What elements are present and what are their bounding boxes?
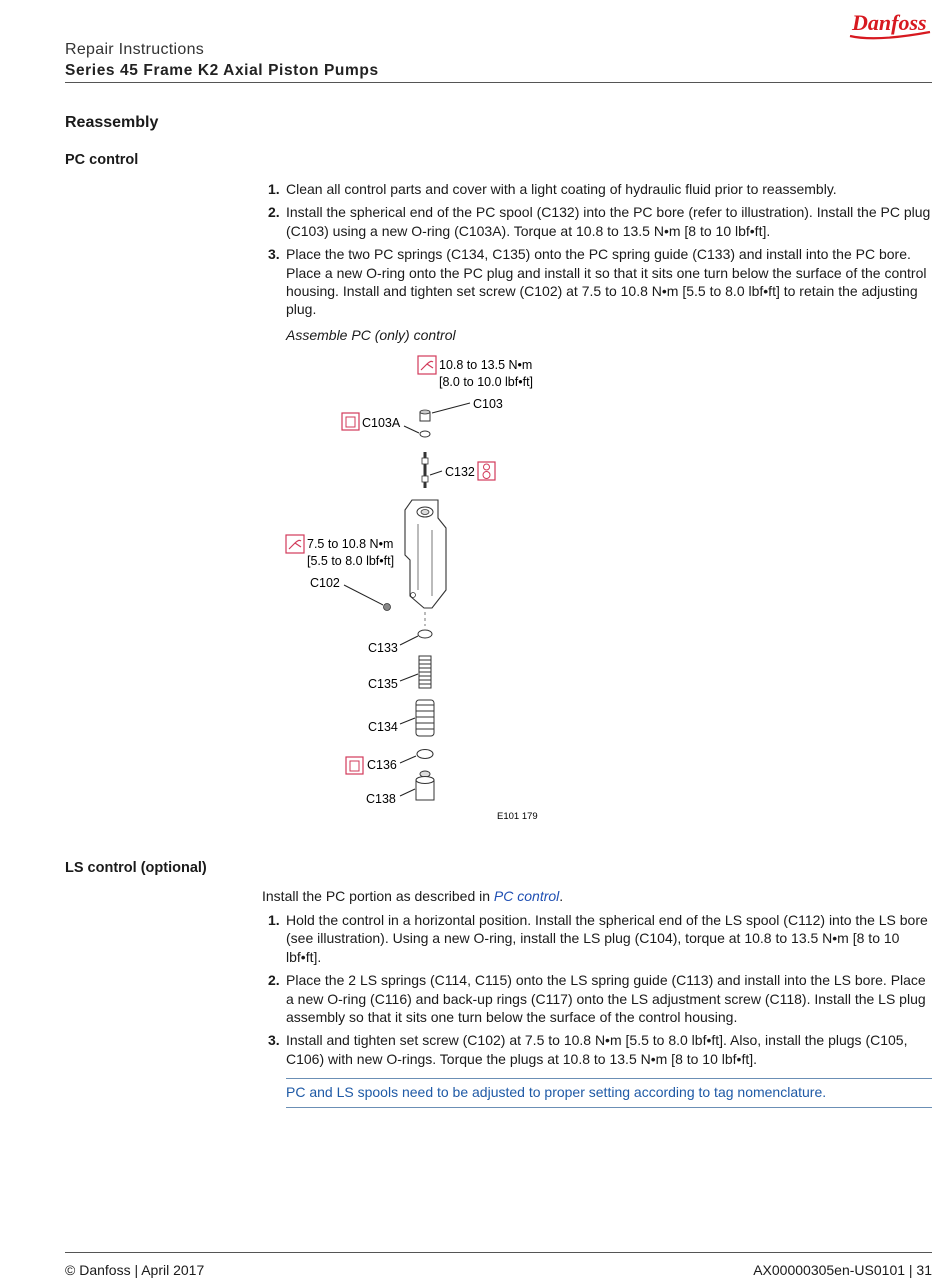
figure-id: E101 179 [497, 811, 538, 822]
o-ring-c136 [417, 750, 433, 759]
label-c103: C103 [473, 397, 503, 411]
footer-copyright: © Danfoss | April 2017 [65, 1262, 205, 1278]
torque-spec-top: 10.8 to 13.5 N•m [439, 358, 533, 372]
torque-spec-top-imperial: [8.0 to 10.0 lbf•ft] [439, 375, 534, 389]
torque-spec-left: 7.5 to 10.8 N•m [307, 537, 394, 551]
step-text: Install and tighten set screw (C102) at 7.5 to 10.8 N•m [5.5 to 8.0 lbf•ft]. Also, install the plugs (C105, C106) with new O-rings. Torque the plugs at 10.8 to 13.5 N•m [8 to 10 lbf•ft]. [286, 1032, 908, 1067]
label-c133: C133 [368, 641, 398, 655]
spring-c134 [416, 700, 434, 736]
note-box [286, 1078, 932, 1108]
plug-c138 [416, 771, 434, 800]
svg-text:Danfoss: Danfoss [852, 10, 927, 35]
step-number: 2. [268, 204, 280, 221]
step-text: Install the spherical end of the PC spool (C132) into the PC bore (refer to illustration). Install the PC plug (C103) using a new O-ring (C103A). Torque at 10.8 to 13.5 N•m [8 to 10 lbf•ft]. [286, 204, 931, 239]
step-text: Place the two PC springs (C134, C135) onto the PC spring guide (C133) and install into the PC bore. Place a new O-ring onto the PC plug and install it so that it sits one turn below the surface of the control housing. Install and tighten set screw (C102) at 7.5 to 10.8 N•m [5.5 to 8.0 lbf•ft] to retain the adjusting plug. [286, 246, 927, 318]
torque-wrench-icon [286, 535, 304, 553]
label-c102: C102 [310, 576, 340, 590]
intro-suffix: . [559, 888, 564, 904]
list-item [262, 911, 934, 966]
list-item [262, 971, 934, 1026]
spring-c135 [419, 656, 431, 688]
label-c135: C135 [368, 677, 398, 691]
ls-control-steps [262, 911, 934, 1073]
note-text: PC and LS spools need to be adjusted to proper setting according to tag nomenclature. [286, 1084, 827, 1100]
label-c103a: C103A [362, 416, 401, 430]
torque-spec-left-imperial: [5.5 to 8.0 lbf•ft] [307, 554, 395, 568]
new-part-icon [342, 413, 359, 430]
figure-caption: Assemble PC (only) control [286, 327, 456, 343]
step-number: 1. [268, 181, 280, 197]
label-c136: C136 [367, 758, 397, 772]
step-number: 2. [268, 972, 280, 989]
footer-divider [65, 1252, 932, 1253]
set-screw-c102 [384, 604, 391, 611]
footer-doc-number: AX00000305en-US0101 | 31 [753, 1262, 932, 1278]
pc-control-link[interactable]: PC control [493, 888, 560, 904]
pc-control-heading: PC control [65, 152, 139, 168]
intro-text: Install the PC portion as described in [262, 888, 494, 904]
document-type: Repair Instructions [65, 41, 205, 58]
ls-control-intro [262, 888, 563, 904]
label-c132: C132 [445, 465, 475, 479]
step-text: Place the 2 LS springs (C114, C115) onto the LS spring guide (C113) and install into the LS bore. Place a new O-ring (C116) and back-up rings (C117) onto the LS adjustment screw (C118). Install the LS plug assembly so that it sits one turn below the surface of the control housing. [286, 972, 926, 1026]
torque-wrench-icon [418, 356, 436, 374]
section-title: Reassembly [65, 114, 159, 131]
list-item [262, 1031, 934, 1068]
step-text: Hold the control in a horizontal position. Install the spherical end of the LS spool (C112) into the LS bore (see illustration). Using a new O-ring, install the LS plug (C104), torque at 10.8 to 13.5 N•m [8 to 10 lbf•ft]. [286, 912, 928, 965]
new-part-icon [346, 757, 363, 774]
step-number: 1. [268, 912, 280, 928]
document-title: Series 45 Frame K2 Axial Piston Pumps [65, 62, 379, 79]
spring-guide-c133 [418, 630, 432, 638]
step-number: 3. [268, 1032, 280, 1049]
step-text: Clean all control parts and cover with a light coating of hydraulic fluid prior to reassembly. [286, 181, 837, 197]
step-number: 3. [268, 246, 280, 263]
label-c134: C134 [368, 720, 398, 734]
o-ring-c103a [420, 431, 430, 437]
control-housing [405, 500, 446, 608]
lubricate-icon [478, 462, 495, 480]
spool-c132 [422, 458, 428, 464]
label-c138: C138 [366, 792, 396, 806]
ls-control-heading: LS control (optional) [65, 860, 207, 876]
